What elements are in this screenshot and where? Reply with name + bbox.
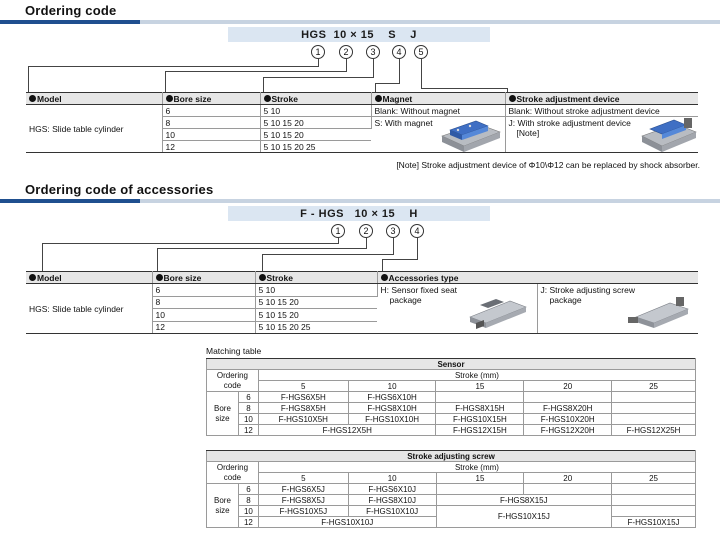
acc-header-num-4: [381, 274, 388, 281]
connector: [263, 77, 374, 78]
header-bore-label: Bore size: [173, 93, 212, 104]
screw-stroke-label: Stroke (mm): [258, 462, 695, 473]
bore-cell: 8: [162, 117, 260, 129]
connector: [421, 88, 508, 89]
acc-header-model-label: Model: [37, 272, 62, 283]
header-adjust-label: Stroke adjustment device: [516, 93, 620, 104]
bore-cell: 12: [238, 425, 258, 436]
connector: [28, 66, 29, 93]
sensor-code: F-HGS10X15H: [436, 414, 524, 425]
sensor-ordering-code: Ordering code: [207, 370, 259, 392]
screw-code: F-HGS10X15J: [436, 506, 611, 528]
sensor-code: F-HGS6X10H: [348, 392, 436, 403]
magnet-blank: Blank: Without magnet: [371, 105, 505, 117]
screw-code: F-HGS10X5J: [258, 506, 348, 517]
slide-cylinder-adjust-image: [640, 114, 698, 154]
sensor-code: F-HGS12X25H: [612, 425, 696, 436]
connector: [382, 259, 383, 271]
stroke-cell: 5 10: [260, 105, 371, 117]
stroke-col: 15: [436, 473, 524, 484]
sensor-stroke-values-row: [207, 381, 696, 392]
acc-bore-cell: 10: [152, 309, 255, 322]
screw-group-title: Stroke adjusting screw: [207, 451, 696, 462]
header-bore: [162, 93, 260, 105]
bore-cell: 6: [238, 392, 258, 403]
accessories-code-band: F - HGS 10 × 15 H: [228, 206, 490, 221]
acc-header-bore-label: Bore size: [163, 272, 202, 283]
acc-header-num-1: [29, 274, 36, 281]
acc-header-model: [26, 272, 152, 284]
sensor-matching-table: [206, 358, 696, 436]
acc-stroke-cell: 5 10 15 20 25: [255, 321, 377, 334]
acc-header-type: [377, 272, 698, 284]
stroke-col: 5: [258, 381, 348, 392]
acc-header-type-label: Accessories type: [388, 272, 459, 283]
stroke-col: 5: [258, 473, 348, 484]
stroke-col: 25: [612, 473, 696, 484]
stroke-col: 20: [524, 473, 612, 484]
header-magnet-label: Magnet: [382, 93, 413, 104]
bore-cell: 10: [238, 414, 258, 425]
sensor-code: F-HGS12X20H: [524, 425, 612, 436]
connector: [165, 71, 166, 93]
connector: [399, 59, 400, 83]
connector: [157, 248, 367, 249]
screw-row-10: [207, 506, 696, 517]
screw-code: F-HGS6X10J: [348, 484, 436, 495]
stroke-col: 20: [524, 381, 612, 392]
bore-cell: 10: [238, 506, 258, 517]
screw-stroke-values-row: [207, 473, 696, 484]
acc-row: [26, 284, 698, 297]
bore-cell: 8: [238, 403, 258, 414]
sensor-code: [612, 414, 696, 425]
acc-bore-cell: 6: [152, 284, 255, 297]
acc-type-j-line2: package: [549, 295, 582, 305]
header-num-4: [375, 95, 382, 102]
screw-code: F-HGS8X5J: [258, 495, 348, 506]
header-stroke: [260, 93, 371, 105]
ordering-note: [Note] Stroke adjustment device of Φ10\Φ12 can be replaced by shock absorber.: [396, 160, 700, 170]
connector: [42, 243, 339, 244]
header-num-2: [166, 95, 173, 102]
sensor-code: F-HGS8X15H: [436, 403, 524, 414]
sensor-stroke-label-row: [207, 370, 696, 381]
acc-bore-cell: 8: [152, 296, 255, 309]
connector: [373, 59, 374, 77]
screw-row-6: [207, 484, 696, 495]
bore-cell: 12: [162, 141, 260, 153]
bore-cell: 6: [162, 105, 260, 117]
screw-code: F-HGS10X10J: [348, 506, 436, 517]
screw-code: [436, 484, 524, 495]
ordering-circle-3: 3: [366, 45, 380, 59]
screw-code: [612, 484, 696, 495]
screw-bore-size-label: Bore size: [207, 484, 239, 528]
sensor-code: F-HGS8X5H: [258, 403, 348, 414]
sensor-group-row: [207, 359, 696, 370]
screw-code: F-HGS8X10J: [348, 495, 436, 506]
acc-stroke-cell: 5 10: [255, 284, 377, 297]
screw-group-row: [207, 451, 696, 462]
accessories-spec-table: [26, 271, 698, 334]
connector: [262, 254, 263, 271]
acc-type-j-line1: J: Stroke adjusting screw: [540, 285, 635, 295]
acc-type-h-line1: H: Sensor fixed seat: [380, 285, 458, 295]
screw-code: F-HGS10X10J: [258, 517, 436, 528]
sensor-group-title: Sensor: [207, 359, 696, 370]
header-num-5: [509, 95, 516, 102]
ordering-circle-5: 5: [414, 45, 428, 59]
adjust-note: [Note]: [516, 128, 540, 138]
connector: [157, 248, 158, 271]
accessories-circle-1: 1: [331, 224, 345, 238]
acc-stroke-cell: 5 10 15 20: [255, 309, 377, 322]
screw-ordering-code: Ordering code: [207, 462, 259, 484]
acc-header-num-3: [259, 274, 266, 281]
spec-header-row: [26, 93, 698, 105]
acc-bore-cell: 12: [152, 321, 255, 334]
connector: [28, 66, 319, 67]
matching-title: Matching table: [206, 346, 262, 356]
header-model: [26, 93, 162, 105]
sensor-bore-size-label: Bore size: [207, 392, 239, 436]
ordering-circle-4: 4: [392, 45, 406, 59]
sensor-code: F-HGS8X10H: [348, 403, 436, 414]
sensor-seat-package-image: [466, 293, 530, 331]
connector: [393, 238, 394, 255]
connector: [263, 77, 264, 93]
connector: [417, 238, 418, 260]
sensor-code: F-HGS10X5H: [258, 414, 348, 425]
screw-stroke-label-row: [207, 462, 696, 473]
screw-code: F-HGS6X5J: [258, 484, 348, 495]
stroke-col: 25: [612, 381, 696, 392]
sensor-row-12: [207, 425, 696, 436]
sensor-code: [612, 392, 696, 403]
screw-row-8: [207, 495, 696, 506]
sensor-code: F-HGS8X20H: [524, 403, 612, 414]
header-stroke-label: Stroke: [271, 93, 298, 104]
accessories-circle-2: 2: [359, 224, 373, 238]
connector: [165, 71, 347, 72]
bore-cell: 10: [162, 129, 260, 141]
stroke-cell: 5 10 15 20: [260, 129, 371, 141]
bore-cell: 12: [238, 517, 258, 528]
ordering-spec-table: [26, 92, 698, 153]
header-model-label: Model: [37, 93, 62, 104]
connector: [42, 243, 43, 271]
sensor-code: F-HGS12X15H: [436, 425, 524, 436]
acc-model-cell: HGS: Slide table cylinder: [26, 284, 152, 334]
ordering-title-bar: [0, 20, 720, 24]
header-magnet: [371, 93, 505, 105]
acc-header-num-2: [156, 274, 163, 281]
connector: [262, 254, 394, 255]
ordering-circle-1: 1: [311, 45, 325, 59]
accessories-title: Ordering code of accessories: [25, 182, 214, 197]
spec-row: [26, 105, 698, 117]
adjust-blank: Blank: Without stroke adjustment device: [505, 105, 698, 117]
screw-code: [524, 484, 612, 495]
adjust-j: J: With stroke adjustment device: [508, 118, 631, 128]
sensor-code: [436, 392, 524, 403]
header-adjust: [505, 93, 698, 105]
slide-cylinder-magnet-image: [438, 114, 504, 154]
accessories-circle-3: 3: [386, 224, 400, 238]
sensor-row-8: [207, 403, 696, 414]
header-num-1: [29, 95, 36, 102]
sensor-code: [524, 392, 612, 403]
sensor-code: F-HGS10X20H: [524, 414, 612, 425]
ordering-circle-2: 2: [339, 45, 353, 59]
magnet-s: S: With magnet: [374, 118, 433, 128]
bore-cell: 8: [238, 495, 258, 506]
bore-cell: 6: [238, 484, 258, 495]
accessories-title-bar: [0, 199, 720, 203]
sensor-stroke-label: Stroke (mm): [258, 370, 695, 381]
acc-type-h-line2: package: [389, 295, 422, 305]
stroke-screw-package-image: [626, 293, 692, 331]
stroke-col: 10: [348, 381, 436, 392]
sensor-row-6: [207, 392, 696, 403]
screw-code: F-HGS10X15J: [612, 517, 696, 528]
sensor-row-10: [207, 414, 696, 425]
stroke-col: 10: [348, 473, 436, 484]
acc-stroke-cell: 5 10 15 20: [255, 296, 377, 309]
acc-header-bore: [152, 272, 255, 284]
screw-code: F-HGS8X15J: [436, 495, 611, 506]
acc-header-row: [26, 272, 698, 284]
sensor-code: F-HGS10X10H: [348, 414, 436, 425]
acc-header-stroke: [255, 272, 377, 284]
ordering-title: Ordering code: [25, 3, 117, 18]
header-num-3: [264, 95, 271, 102]
stroke-cell: 5 10 15 20 25: [260, 141, 371, 153]
screw-matching-table: [206, 450, 696, 528]
model-cell: HGS: Slide table cylinder: [26, 105, 162, 153]
stroke-col: 15: [436, 381, 524, 392]
sensor-code: [612, 403, 696, 414]
sensor-code: F-HGS12X5H: [258, 425, 436, 436]
sensor-code: F-HGS6X5H: [258, 392, 348, 403]
stroke-cell: 5 10 15 20: [260, 117, 371, 129]
ordering-code-band: HGS 10 × 15 S J: [228, 27, 490, 42]
connector: [421, 59, 422, 88]
screw-code: [612, 506, 696, 517]
screw-code: [612, 495, 696, 506]
connector: [375, 83, 400, 84]
acc-header-stroke-label: Stroke: [266, 272, 293, 283]
accessories-circle-4: 4: [410, 224, 424, 238]
connector: [382, 259, 418, 260]
